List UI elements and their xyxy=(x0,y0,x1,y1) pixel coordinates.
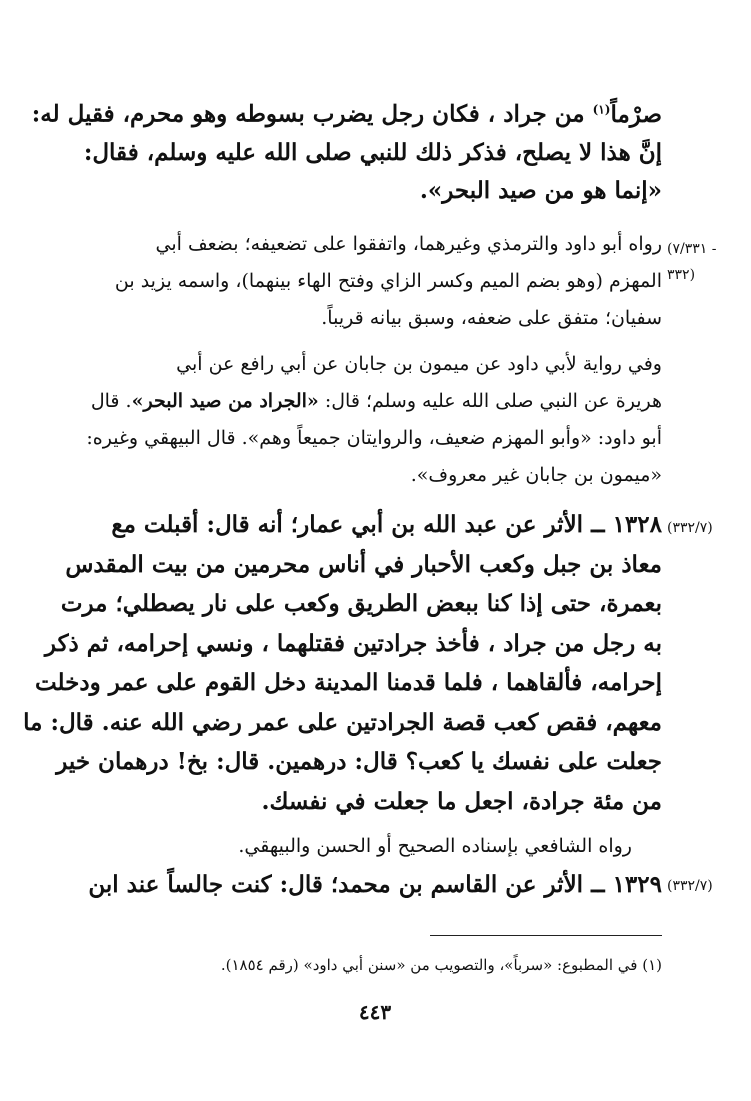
source-note xyxy=(96,828,662,865)
footnote: (١) في المطبوع: «سرباً»، والتصويب من «سنن أبي داود» (رقم ١٨٥٤). xyxy=(220,956,662,974)
footnote-word: صرْماً$^{(١)}$ xyxy=(592,100,662,128)
footnote-divider xyxy=(430,935,662,936)
text-line: جعلت على نفسك يا كعب؟ قال: درهمين. قال: بخ! درهمان خير xyxy=(56,748,662,775)
text-line: وفي رواية لأبي داود عن ميمون بن جابان عن أبي رافع عن أبي xyxy=(176,353,662,375)
text-line: «ميمون بن جابان غير معروف». xyxy=(410,464,662,486)
text-line: معاذ بن جبل وكعب الأحبار في أناس محرمين من بيت المقدس xyxy=(65,550,662,578)
margin-reference: (٣٣٢/٧) xyxy=(667,520,713,536)
text-line: ١٣٢٩ ــ الأثر عن القاسم بن محمد؛ قال: كنت جالساً عند ابن xyxy=(88,871,662,898)
text-line: «إنما هو من صيد البحر». xyxy=(419,176,662,204)
text-line: سفيان؛ متفق على ضعفه، وسبق بيانه قريباً. xyxy=(321,307,662,329)
hadith-continuation xyxy=(31,90,662,210)
athar-paragraph xyxy=(23,505,662,821)
line-rest: من جراد ، فكان رجل يضرب بسوطه وهو محرم، فقيل له: xyxy=(31,100,585,128)
commentary-paragraph xyxy=(96,226,662,337)
text-line: رواه أبو داود والترمذي وغيرهما، واتفقوا على تضعيفه؛ بضعف أبي xyxy=(155,233,662,255)
athar-paragraph xyxy=(88,865,662,905)
line-start: هريرة عن النبي صلى الله عليه وسلم؛ قال: xyxy=(318,390,662,412)
text-line: إحرامه، فألقاهما ، فلما قدمنا المدينة دخل القوم على عمر ودخلت xyxy=(34,669,662,696)
footnote-marker: (١) xyxy=(592,102,611,116)
page-number: ٤٤٣ xyxy=(358,1000,392,1024)
margin-reference: (٧/٣٣١ - ٣٣٢) xyxy=(667,241,717,283)
margin-reference: (٣٣٢/٧) xyxy=(667,878,713,894)
text-line: بعمرة، حتى إذا كنا ببعض الطريق وكعب على نار يصطلي؛ مرت xyxy=(60,590,662,617)
line-end: . قال xyxy=(90,390,132,412)
text-line xyxy=(31,90,662,134)
text-line: رواه الشافعي بإسناده الصحيح أو الحسن والبيهقي. xyxy=(238,835,632,857)
text-line: إنَّ هذا لا يصلح، فذكر ذلك للنبي صلى الله عليه وسلم، فقال: xyxy=(83,138,662,166)
text-line: ١٣٢٨ ــ الأثر عن عبد الله بن أبي عمار؛ أنه قال: أقبلت مع xyxy=(111,511,662,538)
text-line: من مئة جرادة، اجعل ما جعلت في نفسك. xyxy=(261,787,662,815)
text-line: معهم، فقص كعب قصة الجرادتين على عمر رضي الله عنه. قال: ما xyxy=(23,708,662,736)
text-line xyxy=(90,383,662,420)
text-line: به رجل من جراد ، فأخذ جرادتين فقتلهما ، ونسي إحرامه، ثم ذكر xyxy=(44,629,662,657)
text-line: المهزم (وهو بضم الميم وكسر الزاي وفتح الهاء بينهما)، واسمه يزيد بن xyxy=(114,270,662,292)
quoted-hadith: «الجراد من صيد البحر» xyxy=(131,390,319,412)
commentary-paragraph xyxy=(86,346,662,494)
text-line: أبو داود: «وأبو المهزم ضعيف، والروايتان جميعاً وهم». قال البيهقي وغيره: xyxy=(86,427,662,449)
